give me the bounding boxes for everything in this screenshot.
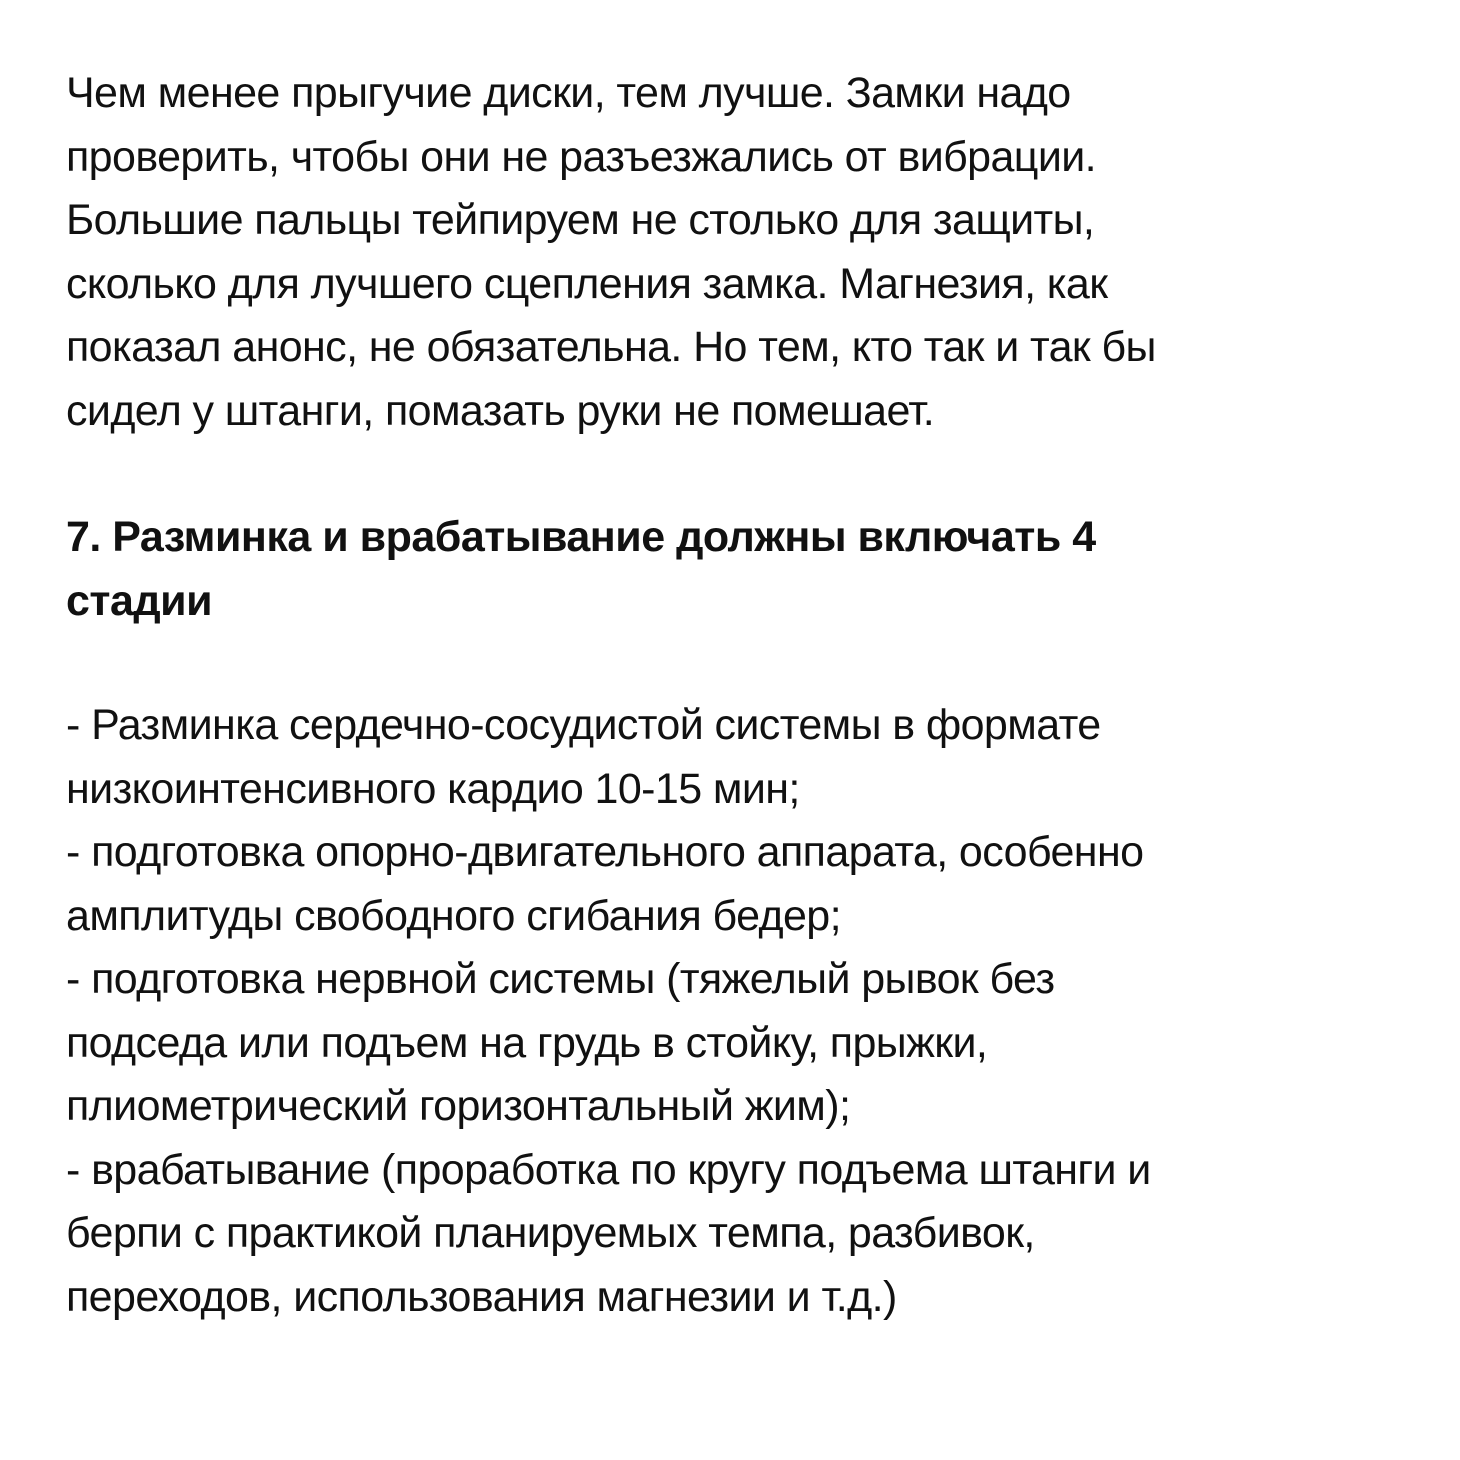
list-line: низкоинтенсивного кардио 10-15 мин; xyxy=(66,764,800,813)
list-line: - Разминка сердечно-сосудистой системы в формате xyxy=(66,701,1101,749)
heading-line: стадии xyxy=(66,576,213,625)
list-line: берпи с практикой планируемых темпа, разбивок, xyxy=(66,1209,1035,1257)
intro-paragraph xyxy=(66,62,1406,443)
text-line: сколько для лучшего сцепления замка. Магнезия, как xyxy=(66,259,1108,308)
text-line: сидел у штанги, помазать руки не помешает. xyxy=(66,386,935,435)
list-line: - подготовка нервной системы (тяжелый рывок без xyxy=(66,955,1055,1003)
list-line: подседа или подъем на грудь в стойку, прыжки, xyxy=(66,1018,988,1067)
stages-list xyxy=(66,694,1406,1329)
heading-line: 7. Разминка и врабатывание должны включать 4 xyxy=(66,513,1096,561)
list-line: - врабатывание (проработка по кругу подъема штанги и xyxy=(66,1145,1151,1194)
list-line: переходов, использования магнезии и т.д.) xyxy=(66,1272,897,1321)
text-line: показал анонс, не обязательна. Но тем, кто так и так бы xyxy=(66,323,1156,371)
list-line: - подготовка опорно-двигательного аппарата, особенно xyxy=(66,828,1144,876)
text-line: Чем менее прыгучие диски, тем лучше. Замки надо xyxy=(66,69,1071,117)
list-line: плиометрический горизонтальный жим); xyxy=(66,1082,851,1130)
text-line: проверить, чтобы они не разъезжались от вибрации. xyxy=(66,132,1097,181)
document-page xyxy=(66,62,1406,1329)
list-line: амплитуды свободного сгибания бедер; xyxy=(66,891,841,940)
section-heading xyxy=(66,506,1406,633)
text-line: Большие пальцы тейпируем не столько для защиты, xyxy=(66,196,1095,244)
